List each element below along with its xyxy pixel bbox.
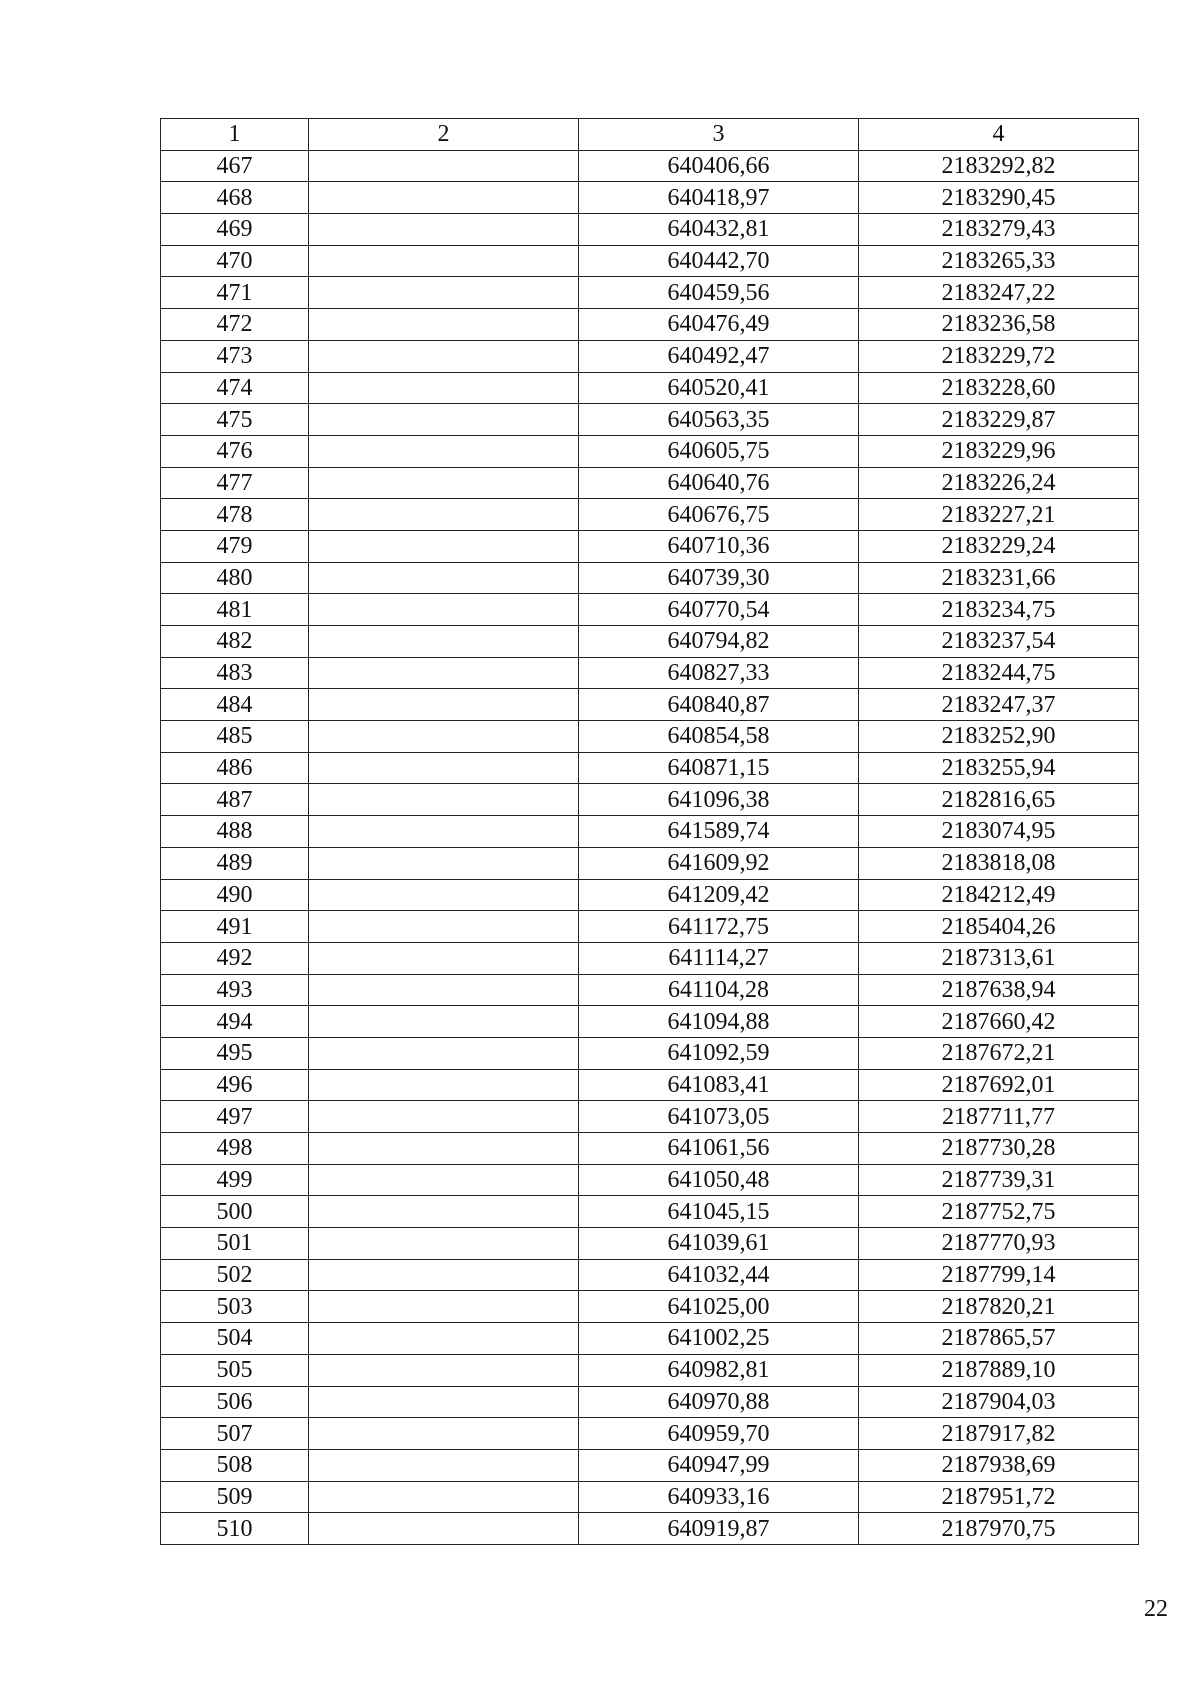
description-cell: [309, 974, 579, 1006]
x-coordinate-cell: 641073,05: [579, 1101, 859, 1133]
table-row: [161, 942, 1139, 974]
point-number-cell: 480: [161, 562, 309, 594]
description-cell: [309, 1323, 579, 1355]
point-number-cell: 475: [161, 404, 309, 436]
x-coordinate-cell: 640871,15: [579, 752, 859, 784]
y-coordinate-cell: 2183229,72: [859, 340, 1139, 372]
description-cell: [309, 1386, 579, 1418]
y-coordinate-cell: 2183234,75: [859, 594, 1139, 626]
description-cell: [309, 1418, 579, 1450]
table-row: [161, 1164, 1139, 1196]
x-coordinate-cell: 640459,56: [579, 277, 859, 309]
x-coordinate-cell: 640418,97: [579, 182, 859, 214]
description-cell: [309, 752, 579, 784]
description-cell: [309, 372, 579, 404]
table-row: [161, 689, 1139, 721]
description-cell: [309, 816, 579, 848]
x-coordinate-cell: 641114,27: [579, 942, 859, 974]
point-number-cell: 499: [161, 1164, 309, 1196]
point-number-cell: 490: [161, 879, 309, 911]
description-cell: [309, 562, 579, 594]
description-cell: [309, 435, 579, 467]
x-coordinate-cell: 640492,47: [579, 340, 859, 372]
description-cell: [309, 1037, 579, 1069]
description-cell: [309, 879, 579, 911]
y-coordinate-cell: 2187904,03: [859, 1386, 1139, 1418]
y-coordinate-cell: 2183247,37: [859, 689, 1139, 721]
x-coordinate-cell: 640827,33: [579, 657, 859, 689]
y-coordinate-cell: 2187638,94: [859, 974, 1139, 1006]
x-coordinate-cell: 640959,70: [579, 1418, 859, 1450]
x-coordinate-cell: 641032,44: [579, 1259, 859, 1291]
x-coordinate-cell: 640919,87: [579, 1513, 859, 1545]
table-row: [161, 1069, 1139, 1101]
description-cell: [309, 911, 579, 943]
y-coordinate-cell: 2187799,14: [859, 1259, 1139, 1291]
x-coordinate-cell: 641045,15: [579, 1196, 859, 1228]
description-cell: [309, 1354, 579, 1386]
column-header-3: 3: [579, 119, 859, 151]
point-number-cell: 484: [161, 689, 309, 721]
y-coordinate-cell: 2184212,49: [859, 879, 1139, 911]
x-coordinate-cell: 641209,42: [579, 879, 859, 911]
point-number-cell: 486: [161, 752, 309, 784]
y-coordinate-cell: 2187730,28: [859, 1133, 1139, 1165]
x-coordinate-cell: 641094,88: [579, 1006, 859, 1038]
description-cell: [309, 1164, 579, 1196]
point-number-cell: 506: [161, 1386, 309, 1418]
table-row: [161, 499, 1139, 531]
y-coordinate-cell: 2183228,60: [859, 372, 1139, 404]
table-row: [161, 784, 1139, 816]
description-cell: [309, 689, 579, 721]
x-coordinate-cell: 640710,36: [579, 530, 859, 562]
point-number-cell: 482: [161, 626, 309, 658]
y-coordinate-cell: 2183255,94: [859, 752, 1139, 784]
y-coordinate-cell: 2183292,82: [859, 150, 1139, 182]
y-coordinate-cell: 2187951,72: [859, 1481, 1139, 1513]
point-number-cell: 476: [161, 435, 309, 467]
table-row: [161, 1101, 1139, 1133]
description-cell: [309, 657, 579, 689]
y-coordinate-cell: 2183247,22: [859, 277, 1139, 309]
table-row: [161, 404, 1139, 436]
y-coordinate-cell: 2183231,66: [859, 562, 1139, 594]
x-coordinate-cell: 640442,70: [579, 245, 859, 277]
description-cell: [309, 245, 579, 277]
table-row: [161, 911, 1139, 943]
point-number-cell: 469: [161, 214, 309, 246]
y-coordinate-cell: 2187692,01: [859, 1069, 1139, 1101]
x-coordinate-cell: 641083,41: [579, 1069, 859, 1101]
description-cell: [309, 942, 579, 974]
description-cell: [309, 721, 579, 753]
point-number-cell: 500: [161, 1196, 309, 1228]
x-coordinate-cell: 641096,38: [579, 784, 859, 816]
point-number-cell: 488: [161, 816, 309, 848]
table-row: [161, 214, 1139, 246]
x-coordinate-cell: 641050,48: [579, 1164, 859, 1196]
table-row: [161, 1354, 1139, 1386]
description-cell: [309, 1196, 579, 1228]
table-row: [161, 594, 1139, 626]
point-number-cell: 470: [161, 245, 309, 277]
point-number-cell: 509: [161, 1481, 309, 1513]
x-coordinate-cell: 640605,75: [579, 435, 859, 467]
x-coordinate-cell: 640476,49: [579, 309, 859, 341]
point-number-cell: 487: [161, 784, 309, 816]
description-cell: [309, 150, 579, 182]
table-row: [161, 182, 1139, 214]
y-coordinate-cell: 2183074,95: [859, 816, 1139, 848]
y-coordinate-cell: 2187938,69: [859, 1449, 1139, 1481]
table-row: [161, 435, 1139, 467]
point-number-cell: 489: [161, 847, 309, 879]
x-coordinate-cell: 640794,82: [579, 626, 859, 658]
x-coordinate-cell: 640947,99: [579, 1449, 859, 1481]
description-cell: [309, 182, 579, 214]
y-coordinate-cell: 2183290,45: [859, 182, 1139, 214]
table-row: [161, 309, 1139, 341]
x-coordinate-cell: 641002,25: [579, 1323, 859, 1355]
point-number-cell: 496: [161, 1069, 309, 1101]
table-row: [161, 372, 1139, 404]
table-row: [161, 1323, 1139, 1355]
table-row: [161, 721, 1139, 753]
table-row: [161, 1449, 1139, 1481]
description-cell: [309, 1481, 579, 1513]
table-row: [161, 1513, 1139, 1545]
y-coordinate-cell: 2185404,26: [859, 911, 1139, 943]
point-number-cell: 501: [161, 1228, 309, 1260]
x-coordinate-cell: 640840,87: [579, 689, 859, 721]
coordinates-table: [160, 118, 1139, 1545]
description-cell: [309, 1259, 579, 1291]
point-number-cell: 478: [161, 499, 309, 531]
x-coordinate-cell: 640854,58: [579, 721, 859, 753]
y-coordinate-cell: 2187865,57: [859, 1323, 1139, 1355]
table-row: [161, 1133, 1139, 1165]
x-coordinate-cell: 640563,35: [579, 404, 859, 436]
table-row: [161, 879, 1139, 911]
y-coordinate-cell: 2187672,21: [859, 1037, 1139, 1069]
point-number-cell: 502: [161, 1259, 309, 1291]
y-coordinate-cell: 2182816,65: [859, 784, 1139, 816]
x-coordinate-cell: 641172,75: [579, 911, 859, 943]
column-header-4: 4: [859, 119, 1139, 151]
y-coordinate-cell: 2183244,75: [859, 657, 1139, 689]
x-coordinate-cell: 641092,59: [579, 1037, 859, 1069]
point-number-cell: 493: [161, 974, 309, 1006]
y-coordinate-cell: 2187711,77: [859, 1101, 1139, 1133]
description-cell: [309, 784, 579, 816]
description-cell: [309, 1291, 579, 1323]
description-cell: [309, 847, 579, 879]
point-number-cell: 477: [161, 467, 309, 499]
page-number: 22: [1144, 1596, 1168, 1622]
description-cell: [309, 214, 579, 246]
point-number-cell: 508: [161, 1449, 309, 1481]
x-coordinate-cell: 641061,56: [579, 1133, 859, 1165]
point-number-cell: 498: [161, 1133, 309, 1165]
y-coordinate-cell: 2183229,24: [859, 530, 1139, 562]
point-number-cell: 468: [161, 182, 309, 214]
point-number-cell: 471: [161, 277, 309, 309]
table-row: [161, 626, 1139, 658]
table-row: [161, 467, 1139, 499]
y-coordinate-cell: 2183279,43: [859, 214, 1139, 246]
y-coordinate-cell: 2187313,61: [859, 942, 1139, 974]
description-cell: [309, 530, 579, 562]
table-row: [161, 277, 1139, 309]
table-row: [161, 530, 1139, 562]
x-coordinate-cell: 640520,41: [579, 372, 859, 404]
table-row: [161, 562, 1139, 594]
y-coordinate-cell: 2187970,75: [859, 1513, 1139, 1545]
point-number-cell: 481: [161, 594, 309, 626]
table-row: [161, 150, 1139, 182]
table-row: [161, 340, 1139, 372]
x-coordinate-cell: 640933,16: [579, 1481, 859, 1513]
y-coordinate-cell: 2187770,93: [859, 1228, 1139, 1260]
point-number-cell: 472: [161, 309, 309, 341]
y-coordinate-cell: 2187889,10: [859, 1354, 1139, 1386]
point-number-cell: 467: [161, 150, 309, 182]
table-row: [161, 657, 1139, 689]
y-coordinate-cell: 2183252,90: [859, 721, 1139, 753]
description-cell: [309, 404, 579, 436]
x-coordinate-cell: 640982,81: [579, 1354, 859, 1386]
y-coordinate-cell: 2183227,21: [859, 499, 1139, 531]
point-number-cell: 479: [161, 530, 309, 562]
description-cell: [309, 1449, 579, 1481]
x-coordinate-cell: 641589,74: [579, 816, 859, 848]
y-coordinate-cell: 2183229,96: [859, 435, 1139, 467]
y-coordinate-cell: 2187739,31: [859, 1164, 1139, 1196]
description-cell: [309, 1133, 579, 1165]
x-coordinate-cell: 640406,66: [579, 150, 859, 182]
point-number-cell: 504: [161, 1323, 309, 1355]
y-coordinate-cell: 2183226,24: [859, 467, 1139, 499]
y-coordinate-cell: 2183818,08: [859, 847, 1139, 879]
x-coordinate-cell: 641025,00: [579, 1291, 859, 1323]
point-number-cell: 491: [161, 911, 309, 943]
point-number-cell: 505: [161, 1354, 309, 1386]
point-number-cell: 510: [161, 1513, 309, 1545]
point-number-cell: 492: [161, 942, 309, 974]
table-body: [161, 150, 1139, 1544]
point-number-cell: 494: [161, 1006, 309, 1038]
y-coordinate-cell: 2183265,33: [859, 245, 1139, 277]
description-cell: [309, 467, 579, 499]
table-row: [161, 1037, 1139, 1069]
x-coordinate-cell: 641039,61: [579, 1228, 859, 1260]
table-row: [161, 816, 1139, 848]
x-coordinate-cell: 640676,75: [579, 499, 859, 531]
table-header-row: [161, 119, 1139, 151]
x-coordinate-cell: 641104,28: [579, 974, 859, 1006]
point-number-cell: 503: [161, 1291, 309, 1323]
table-row: [161, 974, 1139, 1006]
description-cell: [309, 1513, 579, 1545]
point-number-cell: 483: [161, 657, 309, 689]
y-coordinate-cell: 2183229,87: [859, 404, 1139, 436]
table-row: [161, 847, 1139, 879]
y-coordinate-cell: 2183236,58: [859, 309, 1139, 341]
table-row: [161, 1386, 1139, 1418]
description-cell: [309, 309, 579, 341]
table-row: [161, 1259, 1139, 1291]
point-number-cell: 473: [161, 340, 309, 372]
description-cell: [309, 594, 579, 626]
x-coordinate-cell: 640970,88: [579, 1386, 859, 1418]
column-header-2: 2: [309, 119, 579, 151]
column-header-1: 1: [161, 119, 309, 151]
y-coordinate-cell: 2187660,42: [859, 1006, 1139, 1038]
table-row: [161, 1006, 1139, 1038]
table-row: [161, 1418, 1139, 1450]
description-cell: [309, 340, 579, 372]
y-coordinate-cell: 2187752,75: [859, 1196, 1139, 1228]
description-cell: [309, 1228, 579, 1260]
table-row: [161, 1228, 1139, 1260]
description-cell: [309, 499, 579, 531]
x-coordinate-cell: 640640,76: [579, 467, 859, 499]
description-cell: [309, 277, 579, 309]
point-number-cell: 474: [161, 372, 309, 404]
x-coordinate-cell: 640770,54: [579, 594, 859, 626]
y-coordinate-cell: 2187820,21: [859, 1291, 1139, 1323]
table-row: [161, 1196, 1139, 1228]
table-row: [161, 245, 1139, 277]
description-cell: [309, 1101, 579, 1133]
table-row: [161, 1481, 1139, 1513]
point-number-cell: 485: [161, 721, 309, 753]
point-number-cell: 495: [161, 1037, 309, 1069]
description-cell: [309, 1006, 579, 1038]
y-coordinate-cell: 2183237,54: [859, 626, 1139, 658]
point-number-cell: 497: [161, 1101, 309, 1133]
description-cell: [309, 626, 579, 658]
table-row: [161, 1291, 1139, 1323]
point-number-cell: 507: [161, 1418, 309, 1450]
x-coordinate-cell: 640739,30: [579, 562, 859, 594]
y-coordinate-cell: 2187917,82: [859, 1418, 1139, 1450]
x-coordinate-cell: 640432,81: [579, 214, 859, 246]
description-cell: [309, 1069, 579, 1101]
table-row: [161, 752, 1139, 784]
x-coordinate-cell: 641609,92: [579, 847, 859, 879]
